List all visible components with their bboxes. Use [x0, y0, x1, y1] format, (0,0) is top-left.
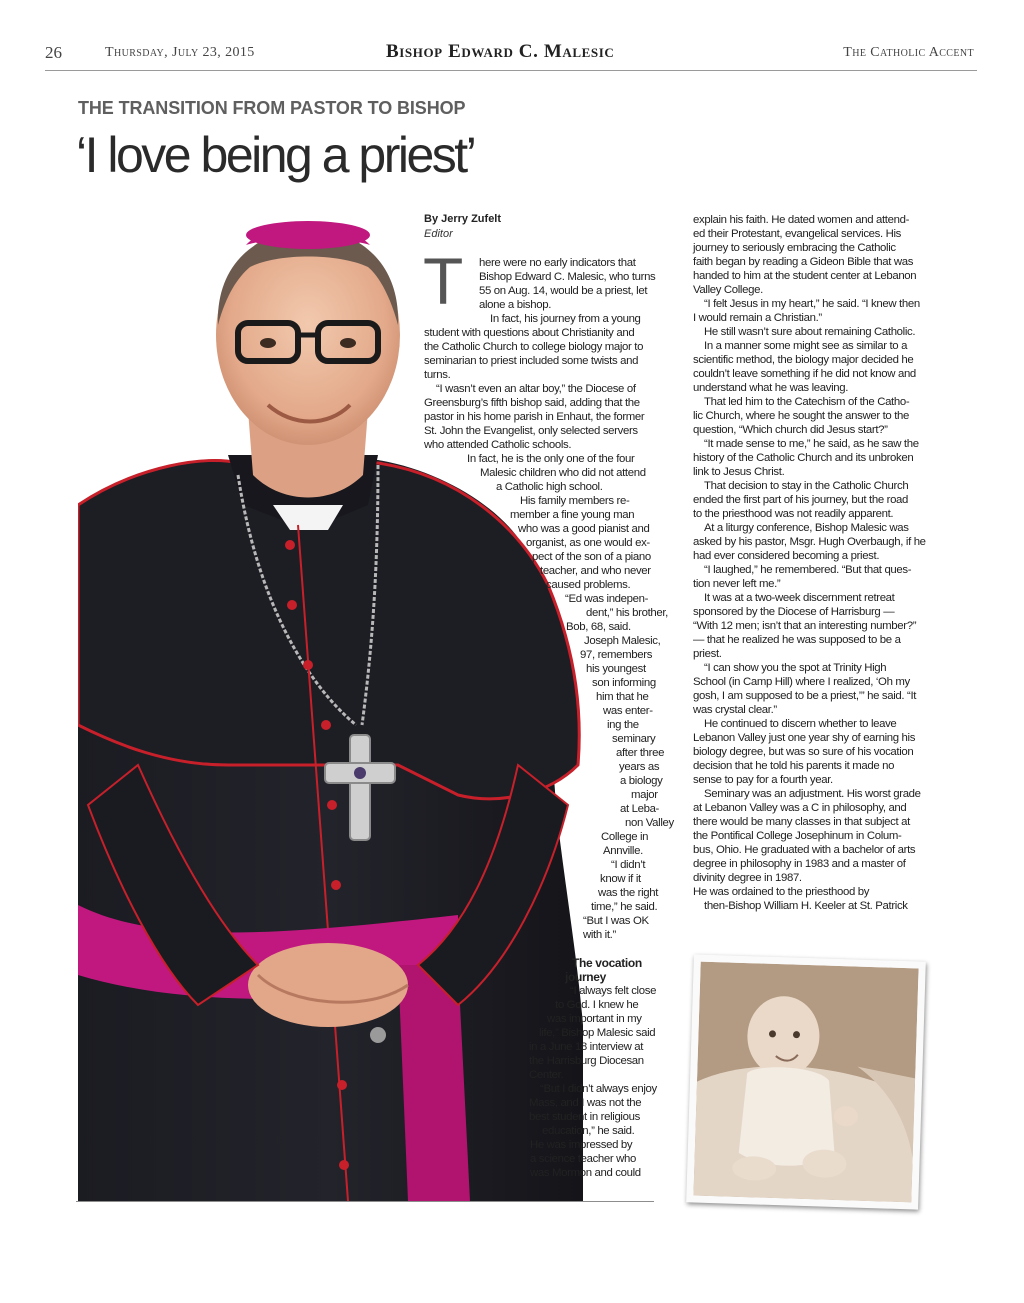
column-1-line: who was a good pianist and: [518, 523, 650, 535]
column-2-line: priest.: [693, 648, 722, 660]
column-1-line: ing the: [607, 719, 639, 731]
article-headline: ‘I love being a priest’: [76, 127, 475, 183]
column-2-line: at Lebanon Valley was a C in philosophy, and: [693, 802, 907, 814]
column-1-line: journey: [565, 970, 606, 984]
article-kicker: THE TRANSITION FROM PASTOR TO BISHOP: [78, 98, 466, 118]
column-1-line: non Valley: [625, 817, 674, 829]
column-2-line: history of the Catholic Church and its unbroken: [693, 452, 914, 464]
column-2-line: lic Church, where he sought the answer to the: [693, 410, 909, 422]
column-1-line: College in: [601, 831, 649, 843]
column-1-line: “I wasn’t even an altar boy,” the Diocese of: [436, 383, 636, 395]
column-1-line: St. John the Evangelist, only selected servers: [424, 425, 638, 437]
column-2-line: Seminary was an adjustment. His worst grade: [704, 788, 921, 800]
column-1-line: Center.: [529, 1069, 564, 1081]
column-1-line: a Catholic high school.: [496, 481, 603, 493]
column-1-line: here were no early indicators that: [479, 257, 636, 269]
column-1-line: time,” he said.: [591, 901, 658, 913]
photo-bottom-rule: [76, 1201, 654, 1202]
column-2-line: I would remain a Christian.”: [693, 312, 822, 324]
column-1-line: who attended Catholic schools.: [424, 439, 572, 451]
column-1-line: his youngest: [586, 663, 646, 675]
byline-role: Editor: [424, 228, 453, 240]
publication-name: The Catholic Accent: [843, 45, 974, 60]
column-1-line: a biology: [620, 775, 663, 787]
column-2-line: scientific method, the biology major decided he: [693, 354, 914, 366]
column-2-line: decision that he told his parents it made no: [693, 760, 895, 772]
column-2-line: divinity degree in 1987.: [693, 872, 802, 884]
header-divider: [45, 70, 977, 71]
column-1-line: major: [631, 789, 658, 801]
column-1-line: caused problems.: [546, 579, 631, 591]
column-1-line: organist, as one would ex-: [526, 537, 650, 549]
column-2-line: He was ordained to the priesthood by: [693, 886, 870, 898]
column-2-line: sense to pay for a fourth year.: [693, 774, 833, 786]
column-2-line: sponsored by the Diocese of Harrisburg —: [693, 606, 895, 618]
column-1-line: Malesic children who did not attend: [480, 467, 646, 479]
baby-photo: [686, 954, 926, 1209]
column-1-line: was Mormon and could: [530, 1167, 641, 1179]
column-2-line: He still wasn’t sure about remaining Catholic.: [704, 326, 916, 338]
article-column-1: [0, 256, 700, 1180]
column-1-line: life,” Bishop Malesic said: [539, 1027, 656, 1039]
column-2-line: was crystal clear.”: [693, 704, 777, 716]
column-2-line: “I can show you the spot at Trinity High: [704, 662, 887, 674]
column-2-line: couldn’t leave something if he did not know and: [693, 368, 916, 380]
column-2-line: biology degree, but was so sure of his vocation: [693, 746, 914, 758]
column-2-line: At a liturgy conference, Bishop Malesic was: [704, 522, 909, 534]
column-1-line: alone a bishop.: [479, 299, 552, 311]
column-1-line: Greensburg’s fifth bishop said, adding that the: [424, 397, 640, 409]
column-2-line: bus, Ohio. He graduated with a bachelor of arts: [693, 844, 916, 856]
column-1-line: son informing: [592, 677, 656, 689]
column-1-line: In fact, his journey from a young: [490, 313, 641, 325]
column-2-line: “I felt Jesus in my heart,” he said. “I knew then: [704, 298, 920, 310]
column-1-line: The vocation: [572, 956, 642, 970]
column-2-line: had ever considered becoming a priest.: [693, 550, 880, 562]
column-1-line: In fact, he is the only one of the four: [467, 453, 635, 465]
column-1-line: to God. I knew he: [555, 999, 639, 1011]
column-1-line: “I always felt close: [570, 985, 657, 997]
column-2-line: gosh, I am supposed to be a priest,’” he said. “It: [693, 690, 917, 702]
issue-date: Thursday, July 23, 2015: [105, 45, 255, 60]
column-1-line: seminarian to priest included some twists and: [424, 355, 639, 367]
column-1-line: was enter-: [603, 705, 653, 717]
column-1-line: Annville.: [603, 845, 643, 857]
column-1-line: seminary: [612, 733, 656, 745]
column-2-line: ended the first part of his journey, but the road: [693, 494, 909, 506]
column-1-line: at Leba-: [620, 803, 659, 815]
column-1-line: Bishop Edward C. Malesic, who turns: [479, 271, 656, 283]
column-1-line: “Ed was indepen-: [565, 593, 649, 605]
drop-cap: T: [423, 244, 464, 318]
column-1-line: pastor in his home parish in Enhaut, the former: [424, 411, 645, 423]
column-1-line: member a fine young man: [510, 509, 635, 521]
column-2-line: He continued to discern whether to leave: [704, 718, 897, 730]
column-1-line: pect of the son of a piano: [532, 551, 651, 563]
column-1-line: was important in my: [547, 1013, 642, 1025]
column-2-line: faith began by reading a Gideon Bible that was: [693, 256, 914, 268]
column-2-line: there would be many classes in that subject at: [693, 816, 910, 828]
column-1-line: the Catholic Church to college biology major to: [424, 341, 644, 353]
page-number: 26: [45, 43, 62, 62]
column-2-line: degree in philosophy in 1983 and a master of: [693, 858, 906, 870]
column-2-line: “It made sense to me,” he said, as he saw the: [704, 438, 919, 450]
column-2-line: School (in Camp Hill) where I realized, ‘Oh my: [693, 676, 910, 688]
column-2-line: handed to him at the student center at Lebanon: [693, 270, 917, 282]
column-2-line: It was at a two-week discernment retreat: [704, 592, 895, 604]
column-1-line: Joseph Malesic,: [584, 635, 661, 647]
column-1-line: was the right: [598, 887, 659, 899]
column-2-line: That decision to stay in the Catholic Church: [704, 480, 909, 492]
column-1-line: best student in religious: [529, 1111, 640, 1123]
column-1-line: after three: [616, 747, 665, 759]
column-2-line: question, “Which church did Jesus start?”: [693, 424, 888, 436]
column-1-line: the Harrisburg Diocesan: [529, 1055, 644, 1067]
column-2-line: ed their Protestant, evangelical services. His: [693, 228, 902, 240]
column-1-line: education,” he said.: [542, 1125, 635, 1137]
column-1-line: student with questions about Christianity and: [424, 327, 635, 339]
column-2-line: tion never left me.”: [693, 578, 781, 590]
column-1-line: him that he: [596, 691, 649, 703]
column-2-line: link to Jesus Christ.: [693, 466, 785, 478]
column-2-line: Valley College.: [693, 284, 763, 296]
column-2-line: “With 12 men; isn’t that an interesting number?”: [693, 620, 917, 632]
column-1-line: dent,” his brother,: [586, 607, 668, 619]
article-column-2: [693, 213, 993, 913]
page-header: [0, 40, 1024, 70]
column-2-line: then-Bishop William H. Keeler at St. Patrick: [704, 900, 908, 912]
column-1-line: in a June 18 interview at: [529, 1041, 644, 1053]
column-2-line: In a manner some might see as similar to a: [704, 340, 908, 352]
column-2-line: to the priesthood was not readily apparent.: [693, 508, 894, 520]
column-2-line: Lebanon Valley just one year shy of earning his: [693, 732, 916, 744]
column-1-line: turns.: [424, 369, 451, 381]
column-1-line: “But I was OK: [583, 915, 649, 927]
column-2-line: journey to seriously embracing the Catholic: [693, 242, 896, 254]
column-2-line: That led him to the Catechism of the Catho-: [704, 396, 910, 408]
column-1-line: “I didn’t: [611, 859, 646, 871]
column-1-line: years as: [619, 761, 660, 773]
column-1-line: 97, remembers: [580, 649, 653, 661]
column-1-line: He was impressed by: [530, 1139, 633, 1151]
column-1-line: with it.”: [583, 929, 616, 941]
column-2-line: the Pontifical College Josephinum in Colum-: [693, 830, 902, 842]
column-2-line: understand what he was leaving.: [693, 382, 849, 394]
column-1-line: teacher, and who never: [540, 565, 651, 577]
section-title: Bishop Edward C. Malesic: [386, 41, 615, 62]
column-2-line: explain his faith. He dated women and attend-: [693, 214, 910, 226]
column-1-line: Bob, 68, said.: [566, 621, 631, 633]
column-2-line: asked by his pastor, Msgr. Hugh Overbaugh, if he: [693, 536, 926, 548]
column-1-line: Mass, and I was not the: [529, 1097, 642, 1109]
column-1-line: a science teacher who: [530, 1153, 636, 1165]
article-byline: By Jerry Zufelt: [424, 213, 502, 225]
column-2-line: — that he realized he was supposed to be a: [693, 634, 901, 646]
column-1-line: 55 on Aug. 14, would be a priest, let: [479, 285, 648, 297]
column-1-line: know if it: [600, 873, 641, 885]
column-1-line: His family members re-: [520, 495, 630, 507]
column-2-line: “I laughed,” he remembered. “But that ques-: [704, 564, 912, 576]
column-1-line: “But I didn’t always enjoy: [540, 1083, 657, 1095]
